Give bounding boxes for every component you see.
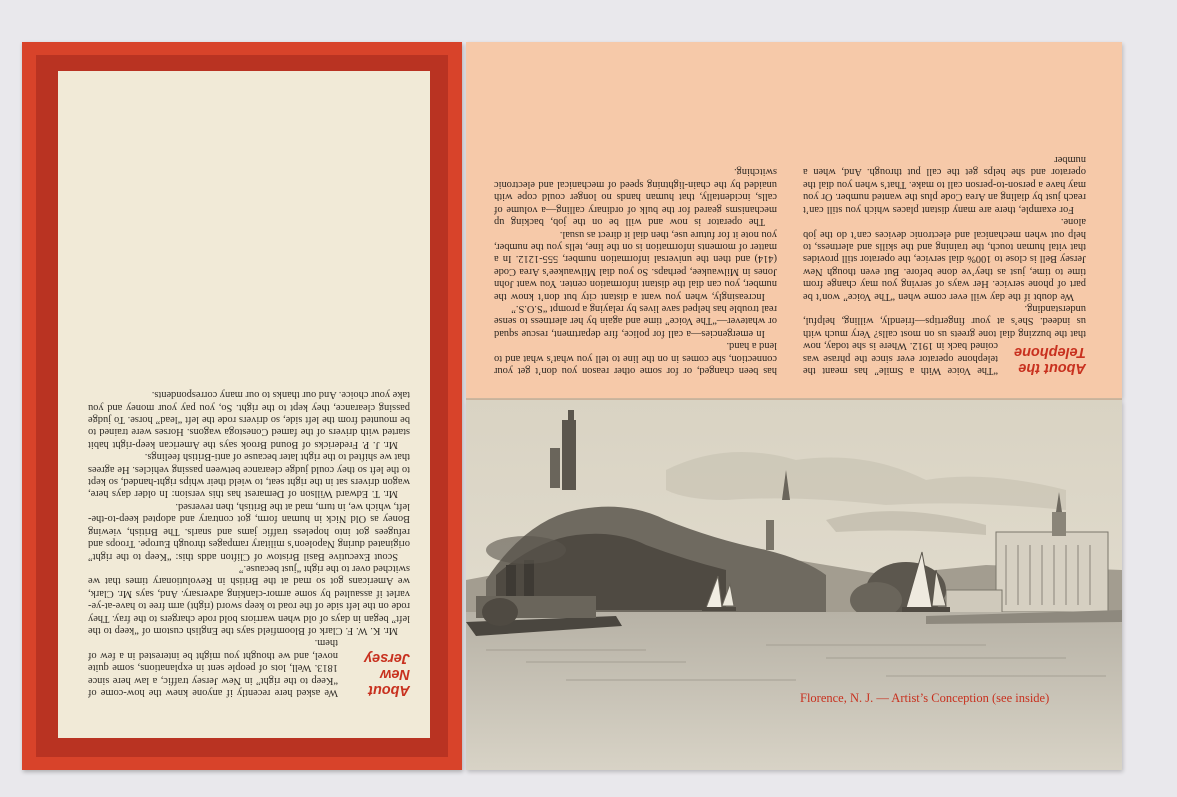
nj-paragraph: Mr. K. W. F. Clark of Bloomfield says the English custom of “keep to the left” began in days of old when warriors bold rode chargers to the fray. They rode on the left side of the road to keep sword (right) arm free to have-at-ye-varlet if assaulted by some armor-clanking adversary. And, says Mr. Clark, we Americans got so mad at the British in Revolutionary times that we switched over to the right “just because.”: [88, 562, 410, 636]
new-jersey-article: [58, 71, 430, 738]
telephone-column-2: [494, 60, 777, 376]
river-scene-engraving: [466, 400, 1122, 770]
telephone-paragraph: The operator is now and will be on the job, backing up mechanisms geared for the bulk of ordinary calling—a volume of calls, incidentally, that human hands no longer could cope with unaided by the chain-lightning speed of mechanical and electronic switching.: [494, 166, 777, 228]
nj-paragraph: Mr. J. P. Fredericks of Bound Brook says the American keep-right habit started with drivers of the famed Conestoga wagons. Horses were trained to be mounted from the left side, so drivers rode the left “lead” horse. To judge passing clearance, they kept to the right. So, you pay your money and you take your choice. And our thanks to our many correspondents.: [88, 389, 410, 450]
telephone-heading: About the Telephone: [1014, 344, 1086, 376]
nj-paragraph: We asked here recently if anyone knew the how-come of “Keep to the right” in New Jersey traffic, a law here since 1813. Well, lots of people sent in explanations, some quite novel, and we thought you might be interested in a few of them.: [88, 637, 338, 698]
new-jersey-heading: About New Jersey: [364, 650, 410, 698]
telephone-article: [466, 42, 1122, 398]
telephone-paragraph: “The Voice With a Smile” has meant the telephone operator ever since the phrase was coined back in 1912. Where is she today, now that the buzzing dial tone greets us on most calls? Very much with us indeed. She’s at your fingertips—friendly, willing, helpful, understanding.: [803, 302, 1086, 376]
nj-paragraph: Scout Executive Basil Bristow of Clifton adds this: “Keep to the right” originated during Napoleon’s military rampages through Europe. Troops and refugees got into hopeless traffic jams and snarls. The British, viewing Boney as Old Nick in human form, got contrary and adopted keep-to-the-left, which we, in turn, mad at the British, then reversed.: [88, 500, 410, 562]
illustration-caption: Florence, N. J. — Artist’s Conception (see inside): [800, 691, 1050, 705]
telephone-article-area: [466, 42, 1122, 398]
telephone-paragraph: In emergencies—a call for police, fire department, rescue squad or whatever—“The Voice” time and again by her alertness to sense real trouble has helped save lives by relaying a prompt “S.O.S.”: [494, 302, 777, 339]
telephone-panel: [466, 42, 1122, 770]
new-jersey-panel: [22, 42, 462, 770]
telephone-paragraph: For example, there are many distant places which you still can’t reach just by dialing an Area Code plus the wanted number. Or you may have a person-to-person call to make. That’s when you dial the operator and she helps get the call put through. And, when a number: [803, 154, 1086, 215]
telephone-paragraph: Increasingly, when you want a distant city but don’t know the number, you can dial the distant information center. You want John Jones in Milwaukee, perhaps. So you dial Milwaukee’s Area Code (414) and then the universal information number, 555-1212. In a matter of moments information is on the line, tells you the number, you note it for future use, then dial it direct as usual.: [494, 228, 777, 302]
nj-paragraph: Mr. T. Edward Willson of Demarest has this version: In older days here, wagon drivers sat in the right seat, to wield their whips right-handed, so kept to the left so they could judge clearance between passing vehicles. He agrees that we shifted to the right later because of anti-British feelings.: [88, 451, 410, 500]
telephone-paragraph: We doubt if the day will ever come when “The Voice” won’t be part of phone service. Her ways of serving you may change from time to time, just as they’ve done before. But even though New Jersey Bell is close to 100% dial service, the operator still provides that vital human touch, the training and the skills and alertness, to help out when mechanical and electronic devices can’t do the job alone.: [803, 216, 1086, 302]
telephone-paragraph: has been changed, or for some other reason you don’t get your connection, she comes in on the line to tell you what’s what and to lend a hand.: [494, 340, 777, 376]
telephone-column-1: [803, 60, 1086, 376]
florence-illustration: [466, 400, 1122, 770]
